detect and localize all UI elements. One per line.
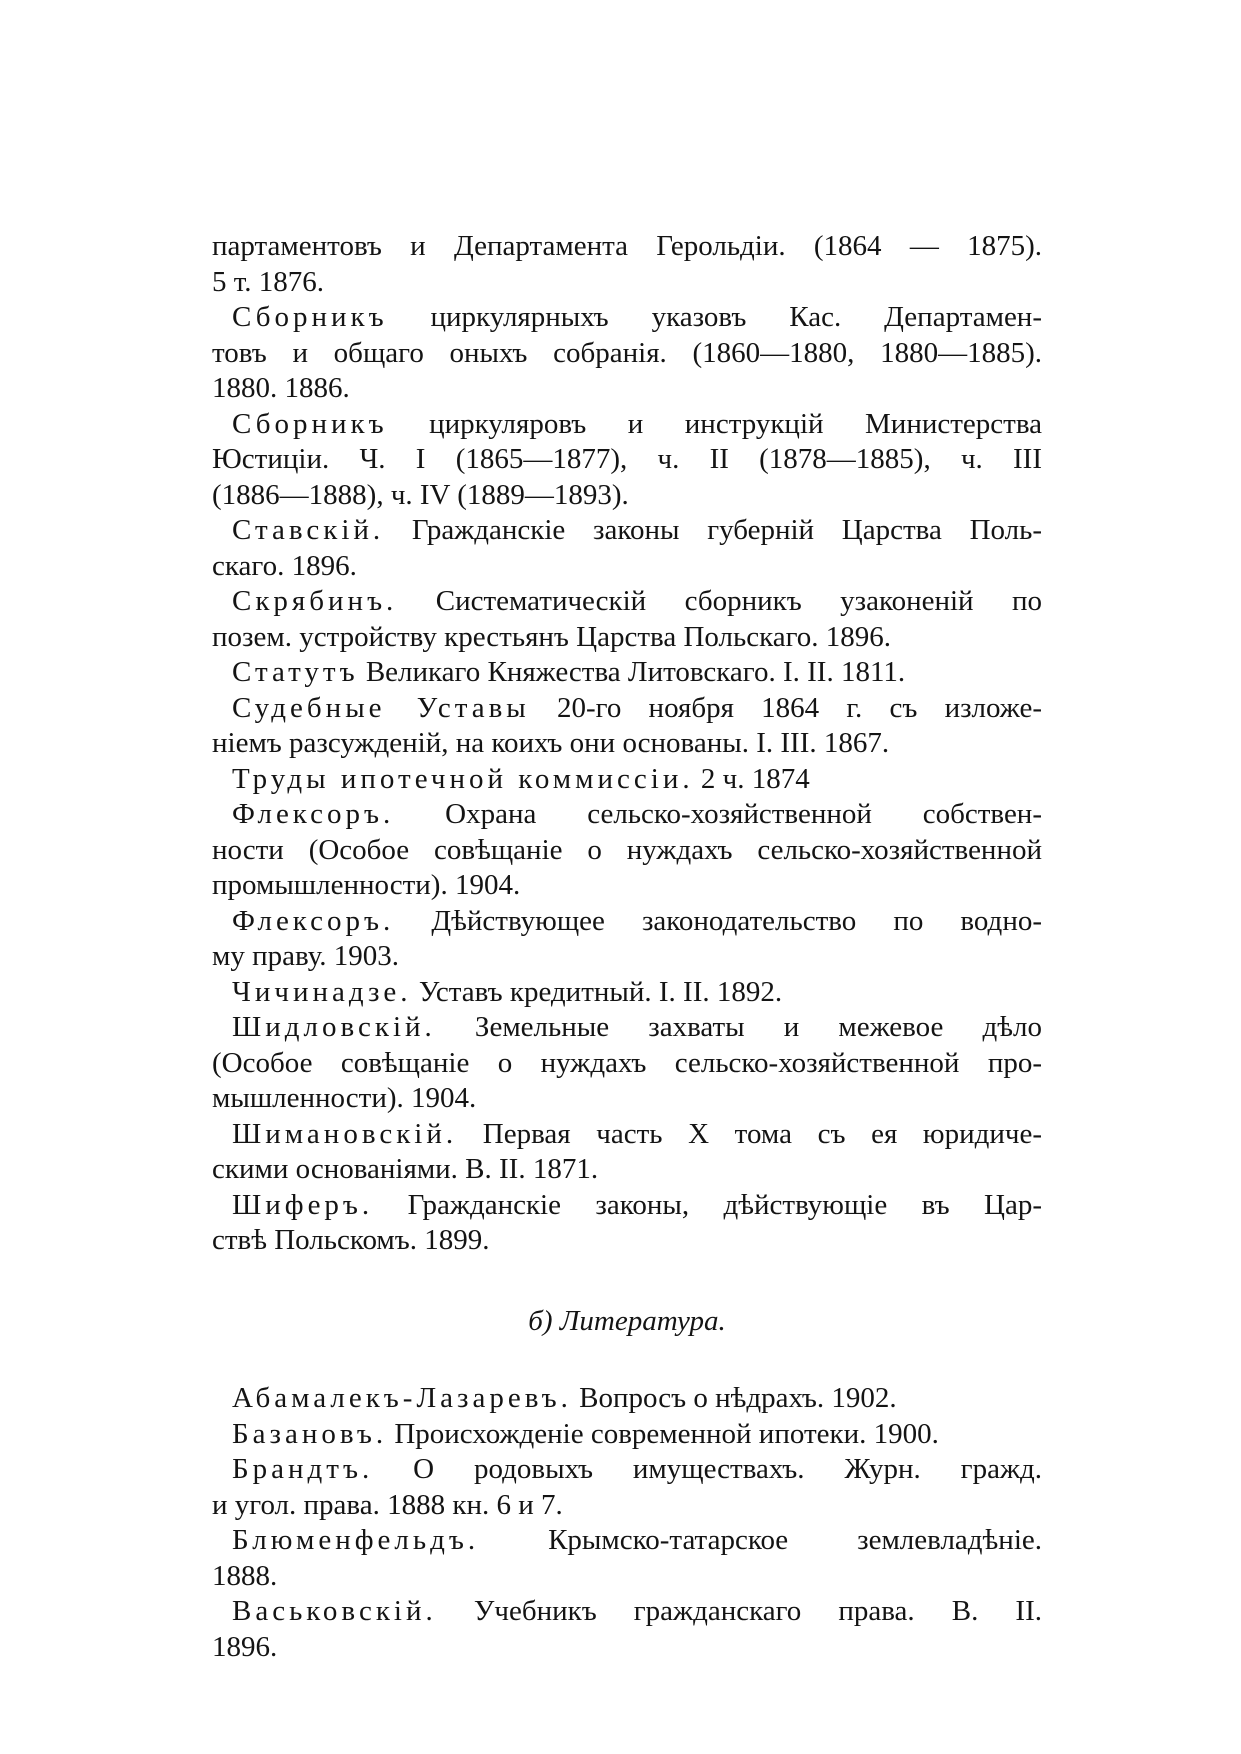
entry-text: Гражданскіе законы губерній Царства Поль- [384,514,1042,546]
entry-line [212,725,1042,761]
entry-author: Васьковскій. [232,1595,437,1627]
continuation-line [212,228,1042,264]
entry-author: Шиферъ. [232,1189,374,1221]
entry-text: Первая часть X тома съ ея юридиче- [457,1118,1042,1150]
entry-text: Вопросъ о нѣдрахъ. 1902. [571,1382,897,1414]
entry-text: Учебникъ гражданскаго права. В. II. [436,1595,1042,1627]
entry-first-line [232,690,1042,726]
entry-line [212,832,1042,868]
entry-text: Систематическій сборникъ узаконеній по [397,585,1042,617]
entry-text: Великаго Княжества Литовскаго. I. II. 1811. [358,656,906,688]
entry-author: Судебные Уставы [232,692,530,724]
entry-continuation: ніемъ разсужденій, на коихъ они основаны. I. III. 1867. [212,727,890,759]
entry-text: 2 ч. 1874 [693,763,810,795]
entry-first-line [232,974,1042,1010]
entry-text: циркулярныхъ указовъ Кас. Департамен- [387,301,1042,333]
entry-text: Происхожденіе современной ипотеки. 1900. [387,1418,939,1450]
entry-first-line [232,583,1042,619]
continuation-text: 5 т. 1876. [212,266,324,298]
entry-continuation: мышленности). 1904. [212,1082,477,1114]
entry-author: Шимановскій. [232,1118,458,1150]
entry-author: Скрябинъ. [232,585,398,617]
entry-first-line [232,406,1042,442]
entry-first-line [232,1187,1042,1223]
entry-line [212,548,1042,584]
entry-continuation: промышленности). 1904. [212,869,521,901]
entry-author: Базановъ. [232,1418,388,1450]
entry-first-line [232,796,1042,832]
entry-author: Статутъ [232,656,359,688]
entry-continuation: 1880. 1886. [212,372,350,404]
entry-author: Шидловскій. [232,1011,436,1043]
entry-author: Абамалекъ-Лазаревъ. [232,1382,572,1414]
entry-line [212,867,1042,903]
entry-first-line [232,654,1042,690]
entry-author: Сборникъ [232,408,388,440]
entry-line [212,1487,1042,1523]
entry-continuation: 1896. [212,1631,278,1663]
entry-text: Крымско-татарское землевладѣніе. [479,1524,1042,1556]
entry-author: Флексоръ. [232,905,395,937]
entry-author: Брандтъ. [232,1453,374,1485]
section-title: б) Литература. [528,1305,726,1337]
entry-first-line [232,903,1042,939]
entry-continuation: товъ и общаго оныхъ собранія. (1860—1880, 1880—1885). [212,337,1042,369]
continuation-text: партаментовъ и Департамента Герольдіи. (1864 — 1875). [212,230,1042,262]
entry-line [212,1080,1042,1116]
entry-text: Земельные захваты и межевое дѣло [435,1011,1042,1043]
entry-continuation: позем. устройству крестьянъ Царства Польскаго. 1896. [212,621,892,653]
entry-author: Сборникъ [232,301,388,333]
entry-first-line [232,1380,1042,1416]
entry-line [212,1045,1042,1081]
entry-continuation: (Особое совѣщаніе о нуждахъ сельско-хозяйственной про- [212,1047,1042,1079]
entry-text: Охрана сельско-хозяйственной собствен- [394,798,1042,830]
entry-first-line [232,1451,1042,1487]
entry-text: Уставъ кредитный. I. II. 1892. [411,976,783,1008]
entry-author: Блюменфельдъ. [232,1524,480,1556]
entry-first-line [232,761,1042,797]
entry-first-line [232,1116,1042,1152]
entry-author: Ставскій. [232,514,385,546]
entry-first-line [232,512,1042,548]
entry-continuation: ствѣ Польскомъ. 1899. [212,1224,490,1256]
entry-first-line [232,1593,1042,1629]
continuation-line [212,264,1042,300]
entry-author: Чичинадзе. [232,976,412,1008]
entry-first-line [232,1009,1042,1045]
entry-line [212,938,1042,974]
entry-continuation: скими основаніями. В. II. 1871. [212,1153,599,1185]
entry-line [212,477,1042,513]
entry-continuation: му праву. 1903. [212,940,400,972]
entry-author: Флексоръ. [232,798,395,830]
entry-text: О родовыхъ имуществахъ. Журн. гражд. [373,1453,1042,1485]
entry-text: Дѣйствующее законодательство по водно- [394,905,1042,937]
entry-first-line [232,1522,1042,1558]
entry-continuation: скаго. 1896. [212,550,357,582]
entry-continuation: ности (Особое совѣщаніе о нуждахъ сельско-хозяйственной [212,834,1042,866]
entry-line [212,619,1042,655]
entry-author: Труды ипотечной коммиссіи. [232,763,694,795]
entry-continuation: (1886—1888), ч. IV (1889—1893). [212,479,629,511]
entry-line [212,1222,1042,1258]
entry-first-line [232,1416,1042,1452]
entry-line [212,1151,1042,1187]
entry-line [212,335,1042,371]
entry-first-line [232,299,1042,335]
entry-line [212,1558,1042,1594]
entry-continuation: 1888. [212,1560,278,1592]
entry-line [212,441,1042,477]
entry-continuation: Юстиціи. Ч. I (1865—1877), ч. II (1878—1885), ч. III [212,443,1042,475]
entry-text: 20-го ноября 1864 г. съ изложе- [529,692,1042,724]
entry-line [212,370,1042,406]
entry-line [212,1629,1042,1665]
entry-text: циркуляровъ и инструкцій Министерства [387,408,1042,440]
entry-continuation: и угол. права. 1888 кн. 6 и 7. [212,1489,563,1521]
entry-text: Гражданскіе законы, дѣйствующіе въ Цар- [373,1189,1042,1221]
